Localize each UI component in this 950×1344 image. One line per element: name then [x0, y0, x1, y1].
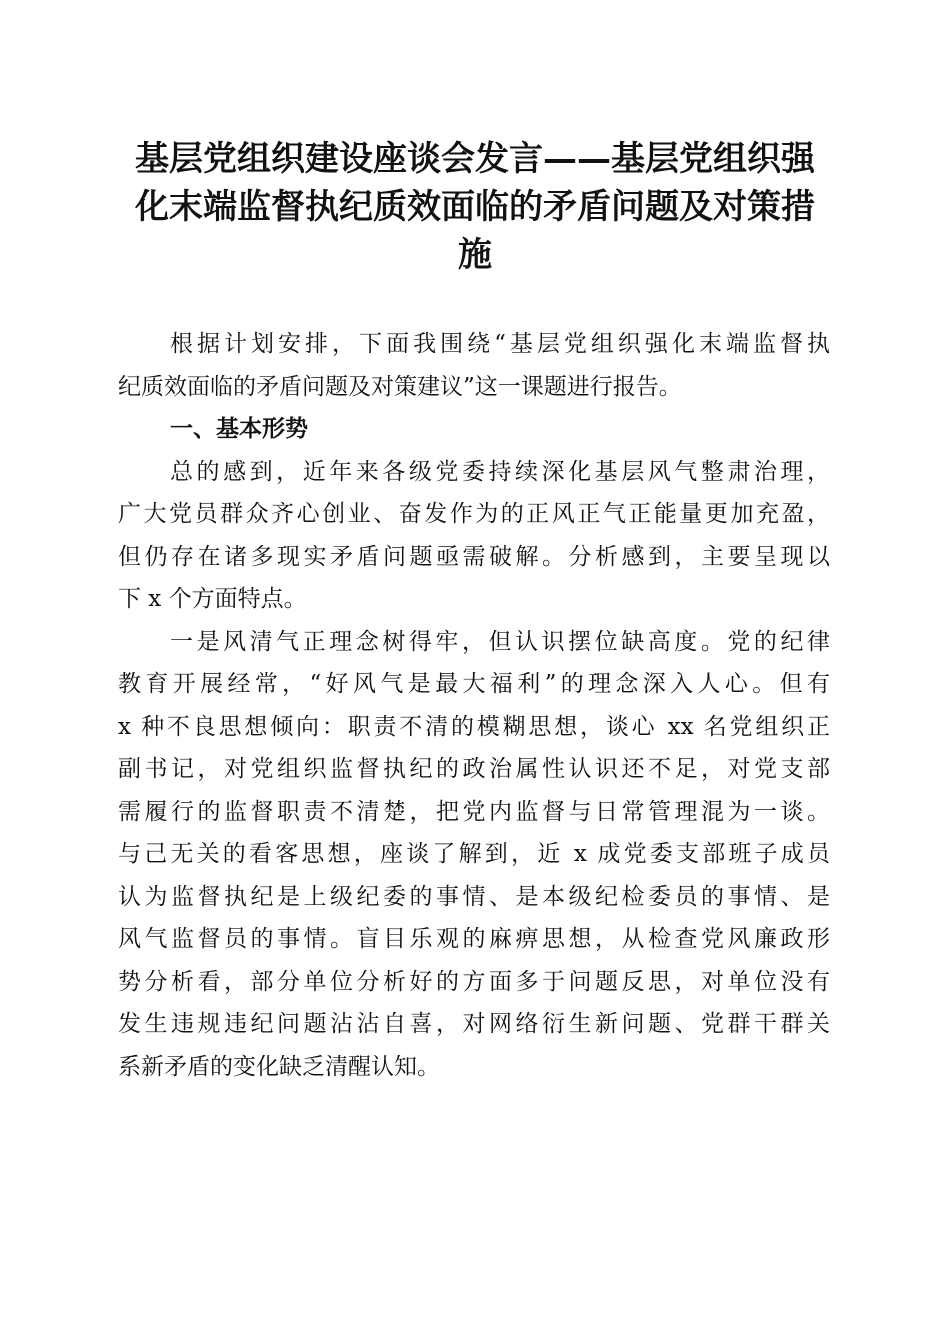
- paragraph-line: 认为监督执纪是上级纪委的事情、是本级纪检委员的事情、是: [118, 883, 830, 910]
- paragraph-line: 但仍存在诸多现实矛盾问题亟需破解。分析感到，主要呈现以: [118, 543, 830, 570]
- paragraph-line: 广大党员群众齐心创业、奋发作为的正风正气正能量更加充盈，: [118, 501, 830, 527]
- paragraph-line: 下 x 个方面特点。: [118, 586, 307, 612]
- title-line: 施: [458, 235, 492, 275]
- section-heading-text: 一、基本形势: [170, 415, 308, 442]
- paragraph-line: 需履行的监督职责不清楚，把党内监督与日常管理混为一谈。: [118, 798, 830, 825]
- paragraph-line: 风气监督员的事情。盲目乐观的麻痹思想，从检查党风廉政形: [118, 926, 830, 952]
- paragraph-line: 一是风清气正理念树得牢，但认识摆位缺高度。党的纪律: [170, 628, 830, 655]
- document-title: [100, 135, 850, 279]
- title-line: 基层党组织建设座谈会发言——基层党组织强: [135, 139, 815, 179]
- paragraph-intro: [118, 323, 830, 408]
- document-body: [118, 323, 830, 1088]
- section-heading: [118, 408, 830, 451]
- paragraph-line: 副书记，对党组织监督执纪的政治属性认识还不足，对党支部: [118, 756, 830, 782]
- paragraph-line: 总的感到，近年来各级党委持续深化基层风气整肃治理，: [170, 458, 830, 485]
- paragraph-point-one: [118, 621, 830, 1089]
- paragraph-overview: [118, 451, 830, 621]
- paragraph-line: 根据计划安排，下面我围绕“基层党组织强化末端监督执: [170, 331, 830, 357]
- title-line: 化末端监督执纪质效面临的矛盾问题及对策措: [135, 187, 815, 227]
- paragraph-line: 发生违规违纪问题沾沾自喜，对网络衍生新问题、党群干群关: [118, 1011, 830, 1037]
- paragraph-line: 势分析看，部分单位分析好的方面多于问题反思，对单位没有: [118, 968, 830, 995]
- paragraph-line: x 种不良思想倾向：职责不清的模糊思想，谈心 xx 名党组织正: [118, 713, 830, 740]
- paragraph-line: 纪质效面临的矛盾问题及对策建议”这一课题进行报告。: [118, 373, 682, 400]
- paragraph-line: 与己无关的看客思想，座谈了解到，近 x 成党委支部班子成员: [118, 841, 830, 867]
- paragraph-line: 系新矛盾的变化缺乏清醒认知。: [118, 1053, 440, 1080]
- paragraph-line: 教育开展经常，“好风气是最大福利”的理念深入人心。但有: [118, 671, 830, 697]
